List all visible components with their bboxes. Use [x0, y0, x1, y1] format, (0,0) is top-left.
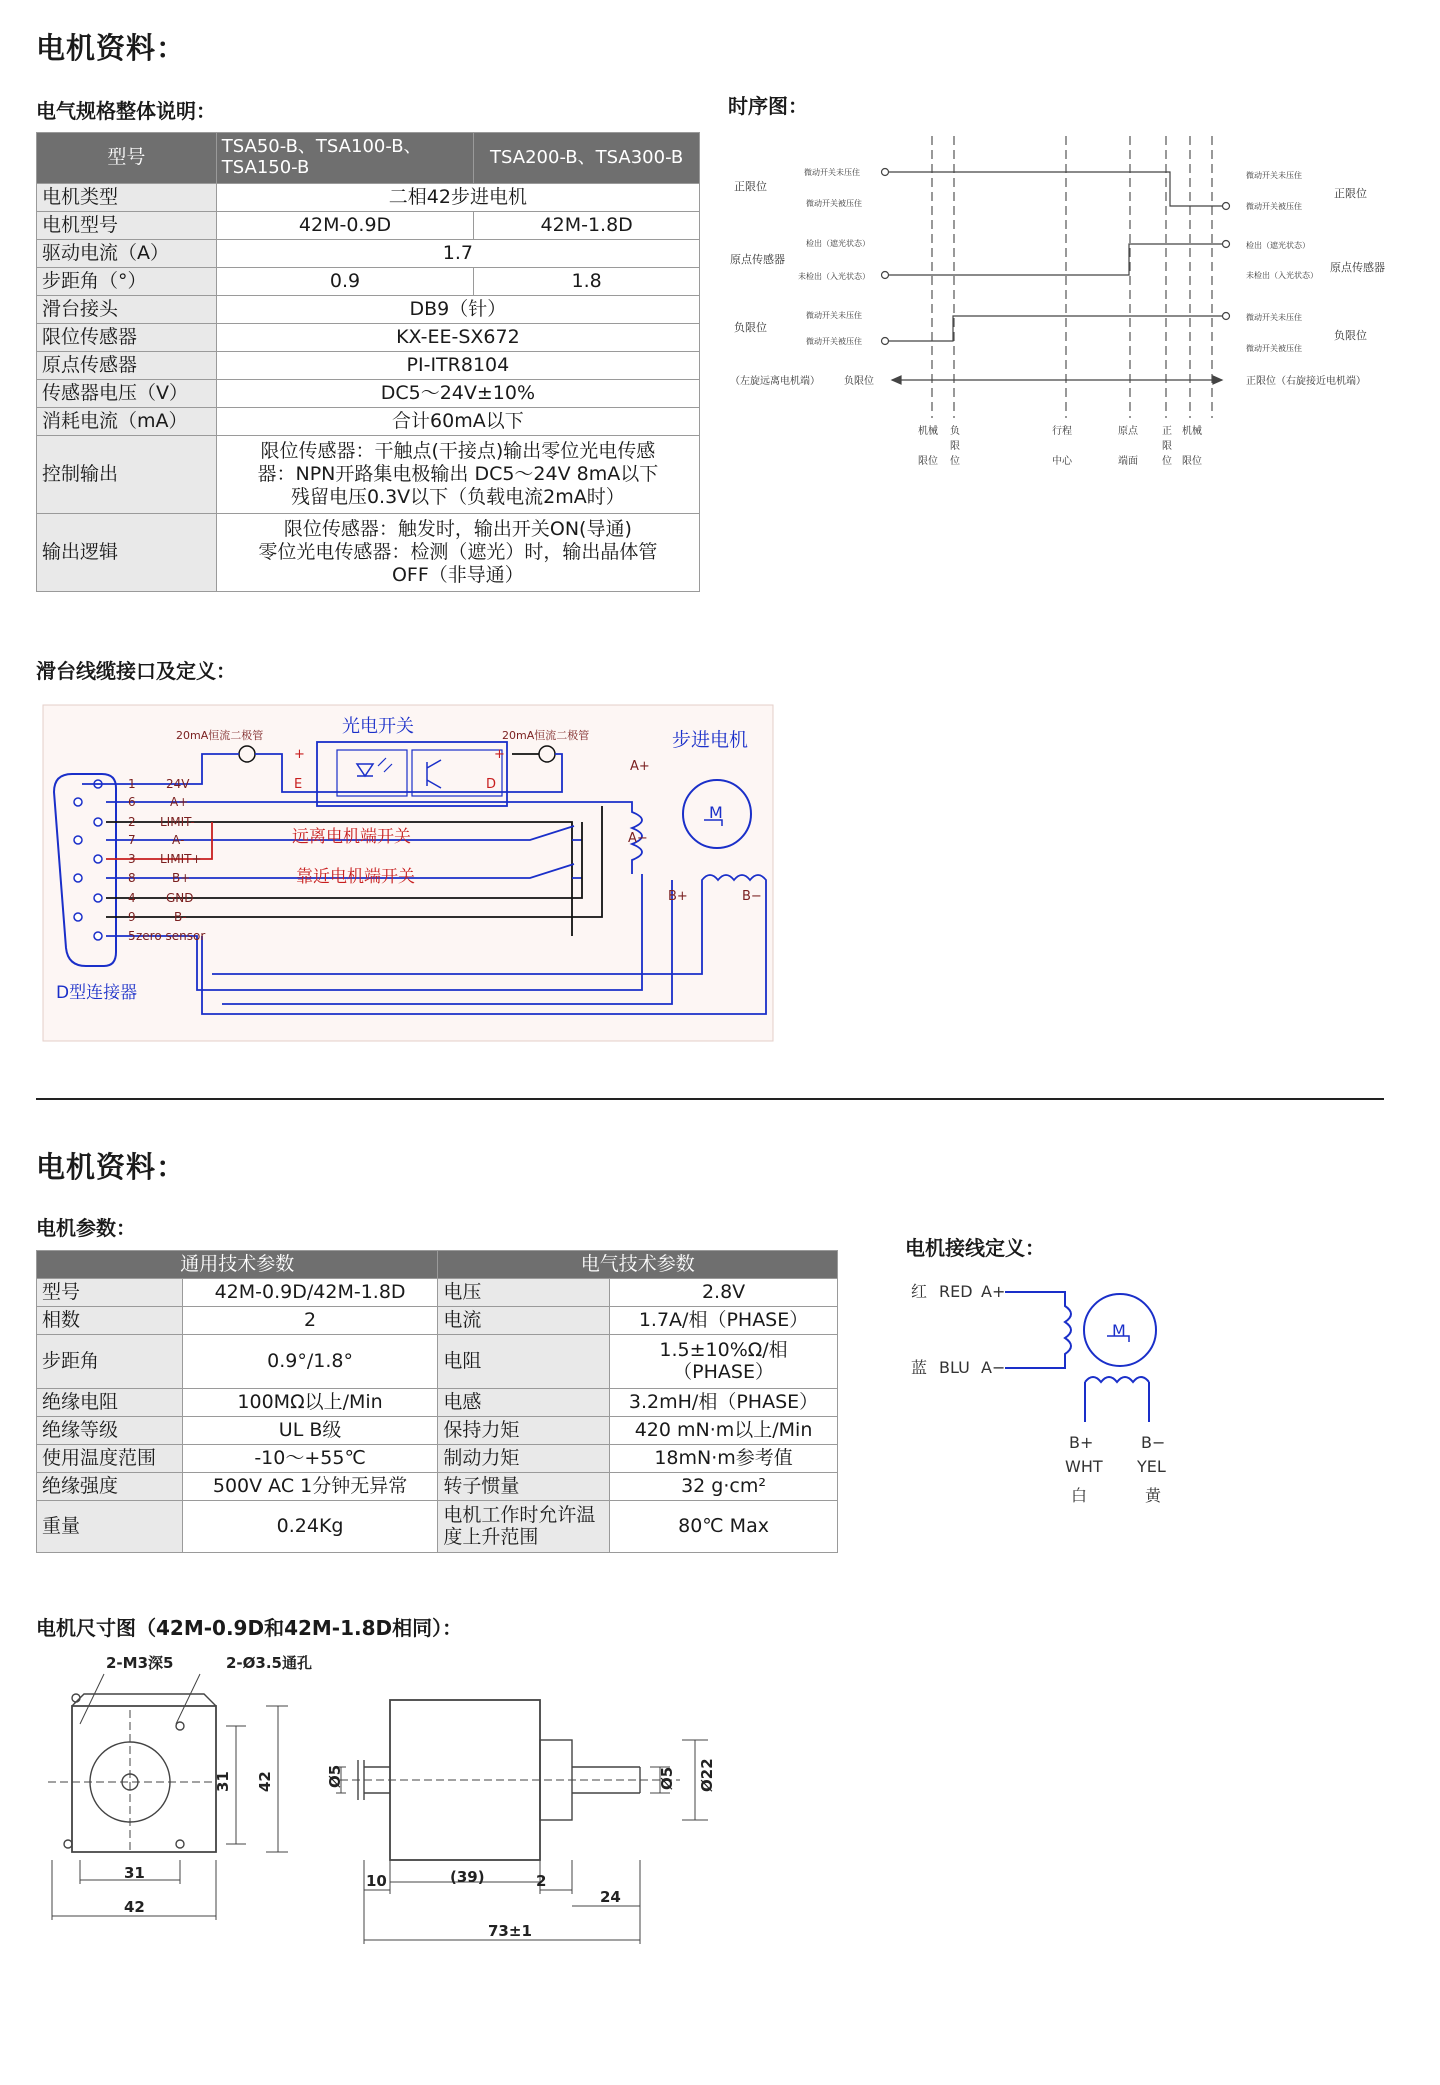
pin-number: 8: [128, 871, 136, 885]
section-divider: [36, 1098, 1384, 1100]
dimension-title: 电机尺寸图（42M-0.9D和42M-1.8D相同）：: [36, 1616, 463, 1640]
signal-label: 未检出（入光状态）: [1246, 271, 1318, 280]
far-switch-label: 远离电机端开关: [292, 827, 411, 847]
param-key: 电机工作时允许温度上升范围: [438, 1501, 610, 1553]
signal-label: 微动开关被压住: [806, 199, 862, 208]
param-key: 制动力矩: [438, 1445, 610, 1473]
param-value: 1.7A/相（PHASE）: [610, 1307, 838, 1335]
pin-number: 6: [128, 795, 136, 809]
row-label: 传感器电压（V）: [37, 380, 217, 408]
param-value: 42M-0.9D/42M-1.8D: [182, 1279, 438, 1307]
row-value: PI-ITR8104: [216, 352, 699, 380]
wire-phase: B+: [1069, 1433, 1094, 1452]
pin-signal: LIMIT-: [160, 815, 195, 829]
pin-signal: A+: [170, 795, 189, 809]
signal-label: 检出（遮光状态）: [806, 239, 870, 248]
row-value: 42M-1.8D: [474, 212, 700, 240]
wire-color: WHT: [1065, 1457, 1103, 1476]
table-row: [37, 1501, 838, 1553]
param-value: 100MΩ以上/Min: [182, 1389, 438, 1417]
dim-label: 42: [124, 1898, 145, 1916]
table-header-series-a: TSA50-B、TSA100-B、TSA150-B: [216, 133, 474, 184]
param-value: 32 g·cm²: [610, 1473, 838, 1501]
param-value: 0.24Kg: [182, 1501, 438, 1553]
stepper-motor-label: 步进电机: [672, 729, 749, 751]
row-label: 电机型号: [37, 212, 217, 240]
position-label: 机械: [1182, 426, 1202, 437]
dim-label: (39): [450, 1868, 485, 1886]
diode-label: 20mA恒流二极管: [502, 729, 590, 742]
pin-signal: zero sensor: [136, 929, 206, 943]
text-line: 限位传感器：触发时，输出开关ON(导通): [283, 518, 632, 541]
param-key: 使用温度范围: [37, 1445, 183, 1473]
param-value: 18mN·m参考值: [610, 1445, 838, 1473]
terminal-label: D: [486, 777, 497, 792]
position-label: 位: [950, 456, 960, 467]
table-header-series-b: TSA200-B、TSA300-B: [474, 133, 700, 184]
elec-spec-table: [36, 132, 700, 592]
timing-label: 正限位（右旋接近电机端）: [1246, 376, 1366, 387]
row-value: 42M-0.9D: [216, 212, 474, 240]
dim-label: Ø5: [326, 1764, 344, 1788]
position-label: 机械: [918, 426, 938, 437]
param-key: 电压: [438, 1279, 610, 1307]
table-row: [37, 436, 700, 514]
row-value: 1.8: [474, 268, 700, 296]
pin-number: 2: [128, 815, 136, 829]
pin-number: 7: [128, 833, 136, 847]
pin-signal: B+: [172, 871, 191, 885]
text-line: 限位传感器：干触点(干接点)输出零位光电传感: [260, 440, 656, 463]
wire-phase: A+: [981, 1282, 1006, 1301]
row-label: 限位传感器: [37, 324, 217, 352]
table-row: [37, 184, 700, 212]
d-connector-label: D型连接器: [56, 983, 138, 1003]
row-value: DC5～24V±10%: [216, 380, 699, 408]
row-label: 电机类型: [37, 184, 217, 212]
timing-diagram: [726, 128, 1416, 478]
dim-label: 2-M3深5: [106, 1654, 174, 1672]
param-key: 绝缘等级: [37, 1417, 183, 1445]
params-title: 电机参数：: [36, 1216, 136, 1240]
table-row: [37, 1307, 838, 1335]
row-label: 消耗电流（mA）: [37, 408, 217, 436]
table-row: [37, 514, 700, 592]
coil-label: B−: [742, 889, 762, 904]
elec-spec-title: 电气规格整体说明：: [36, 99, 216, 123]
pin-signal: GND: [166, 891, 194, 905]
signal-label: 微动开关未压住: [804, 168, 860, 177]
table-row: [37, 1417, 838, 1445]
param-key: 电流: [438, 1307, 610, 1335]
coil-label: B+: [668, 889, 688, 904]
pin-number: 3: [128, 852, 136, 866]
row-label: 输出逻辑: [37, 514, 217, 592]
table-row: [37, 380, 700, 408]
motor-params-table: [36, 1250, 838, 1553]
motor-m: M: [1112, 1321, 1126, 1340]
dim-label: 31: [214, 1771, 232, 1792]
polarity: +: [494, 747, 505, 762]
param-key: 相数: [37, 1307, 183, 1335]
timing-label: 负限位: [1334, 329, 1367, 342]
dimension-drawing: [40, 1654, 740, 1964]
table-row: [37, 268, 700, 296]
row-value: KX-EE-SX672: [216, 324, 699, 352]
text-line: OFF（非导通）: [391, 563, 524, 586]
dim-label: 42: [256, 1771, 274, 1792]
near-switch-label: 靠近电机端开关: [296, 867, 415, 887]
timing-title: 时序图：: [728, 94, 808, 118]
signal-label: 微动开关未压住: [1246, 313, 1302, 322]
table-row: [37, 408, 700, 436]
signal-label: 微动开关被压住: [806, 337, 862, 346]
dim-label: 31: [124, 1864, 145, 1882]
param-key: 步距角: [37, 1335, 183, 1389]
dim-label: 73±1: [488, 1922, 532, 1940]
param-value: UL B级: [182, 1417, 438, 1445]
table-row: [37, 1335, 838, 1389]
pin-signal: 24V: [166, 777, 190, 791]
signal-label: 微动开关被压住: [1246, 202, 1302, 211]
position-label: 行程: [1052, 426, 1072, 437]
header-general: 通用技术参数: [37, 1251, 438, 1279]
section1-title: 电机资料：: [36, 31, 187, 65]
dim-label: Ø5: [658, 1766, 676, 1790]
param-value: 1.5±10%Ω/相（PHASE）: [610, 1335, 838, 1389]
table-row: [37, 296, 700, 324]
wire-color-cn: 红: [911, 1282, 928, 1301]
signal-label: 检出（遮光状态）: [1246, 241, 1310, 250]
row-value: 二相42步进电机: [216, 184, 699, 212]
wire-color-cn: 白: [1071, 1486, 1088, 1505]
param-value: 2: [182, 1307, 438, 1335]
table-row: [37, 324, 700, 352]
row-value: [216, 436, 699, 514]
text-line: 零位光电传感器：检测（遮光）时，输出晶体管: [258, 541, 658, 564]
pin-number: 9: [128, 910, 136, 924]
pin-signal: B-: [174, 910, 187, 924]
position-label: 限: [1162, 441, 1172, 452]
row-label: 驱动电流（A）: [37, 240, 217, 268]
position-label: 中心: [1052, 456, 1072, 467]
dim-label: 2: [536, 1872, 547, 1890]
motor-wiring-title: 电机接线定义：: [905, 1236, 1045, 1260]
timing-label: 负限位: [734, 321, 767, 334]
signal-label: 微动开关被压住: [1246, 344, 1302, 353]
row-value: 1.7: [216, 240, 699, 268]
signal-label: 未检出（入光状态）: [798, 272, 870, 281]
table-row: [37, 1445, 838, 1473]
param-key: 绝缘强度: [37, 1473, 183, 1501]
pin-signal: A-: [172, 833, 185, 847]
timing-label: 原点传感器: [730, 253, 785, 266]
param-key: 保持力矩: [438, 1417, 610, 1445]
table-row: [37, 1389, 838, 1417]
position-label: 限位: [918, 456, 938, 467]
position-label: 端面: [1118, 456, 1138, 467]
signal-label: 微动开关未压住: [806, 311, 862, 320]
wire-color-cn: 蓝: [911, 1358, 928, 1377]
dim-label: 24: [600, 1888, 621, 1906]
table-row: [37, 240, 700, 268]
table-row: [37, 1473, 838, 1501]
row-value: 合计60mA以下: [216, 408, 699, 436]
wire-color: BLU: [939, 1358, 970, 1377]
row-label: 控制输出: [37, 436, 217, 514]
param-value: 0.9°/1.8°: [182, 1335, 438, 1389]
dim-label: 2-Ø3.5通孔: [226, 1654, 312, 1672]
position-label: 原点: [1118, 426, 1138, 437]
dim-label: 10: [366, 1872, 387, 1890]
position-label: 限位: [1182, 456, 1202, 467]
row-label: 滑台接头: [37, 296, 217, 324]
wiring-diagram: [42, 704, 774, 1042]
signal-label: 微动开关未压住: [1246, 171, 1302, 180]
position-label: 负: [950, 426, 960, 437]
position-label: 位: [1162, 456, 1172, 467]
text-line: 器：NPN开路集电极输出 DC5～24V 8mA以下: [257, 463, 659, 486]
pin-number: 1: [128, 777, 136, 791]
text-line: 残留电压0.3V以下（负载电流2mA时）: [290, 485, 625, 508]
position-label: 正: [1162, 426, 1172, 437]
pin-signal: LIMIT+: [160, 852, 202, 866]
row-value: [216, 514, 699, 592]
timing-label: （左旋远离电机端）: [730, 376, 820, 387]
timing-label: 正限位: [1334, 187, 1367, 200]
row-value: 0.9: [216, 268, 474, 296]
timing-label: 正限位: [734, 180, 767, 193]
cable-title: 滑台线缆接口及定义：: [36, 659, 236, 683]
timing-label: 原点传感器: [1330, 261, 1385, 274]
param-value: 420 mN·m以上/Min: [610, 1417, 838, 1445]
param-value: 2.8V: [610, 1279, 838, 1307]
section2-title: 电机资料：: [36, 1150, 187, 1184]
param-value: 80℃ Max: [610, 1501, 838, 1553]
param-value: -10～+55℃: [182, 1445, 438, 1473]
wire-phase: A−: [981, 1358, 1006, 1377]
header-electrical: 电气技术参数: [438, 1251, 838, 1279]
param-key: 电感: [438, 1389, 610, 1417]
wire-color: YEL: [1137, 1457, 1166, 1476]
coil-label: A+: [630, 759, 650, 774]
polarity: +: [294, 747, 305, 762]
timing-label: 负限位: [844, 376, 874, 387]
param-key: 转子惯量: [438, 1473, 610, 1501]
table-row: [37, 212, 700, 240]
param-key: 重量: [37, 1501, 183, 1553]
coil-label: A−: [628, 831, 648, 846]
param-value: 500V AC 1分钟无异常: [182, 1473, 438, 1501]
row-value: DB9（针）: [216, 296, 699, 324]
wire-color: RED: [939, 1282, 973, 1301]
pin-number: 4: [128, 891, 136, 905]
motor-wiring-diagram: [905, 1270, 1205, 1520]
table-row: [37, 1279, 838, 1307]
photo-switch-label: 光电开关: [342, 716, 414, 737]
wire-color-cn: 黄: [1145, 1486, 1162, 1505]
diode-label: 20mA恒流二极管: [176, 729, 264, 742]
pin-number: 5: [128, 929, 136, 943]
row-label: 步距角（°）: [37, 268, 217, 296]
param-key: 绝缘电阻: [37, 1389, 183, 1417]
motor-m: M: [709, 803, 723, 822]
param-key: 型号: [37, 1279, 183, 1307]
param-value: 3.2mH/相（PHASE）: [610, 1389, 838, 1417]
param-key: 电阻: [438, 1335, 610, 1389]
position-label: 限: [950, 441, 960, 452]
table-header-model: 型号: [37, 133, 217, 184]
terminal-label: E: [294, 777, 303, 792]
dim-label: Ø22: [698, 1758, 716, 1792]
row-label: 原点传感器: [37, 352, 217, 380]
table-row: [37, 352, 700, 380]
wire-phase: B−: [1141, 1433, 1166, 1452]
